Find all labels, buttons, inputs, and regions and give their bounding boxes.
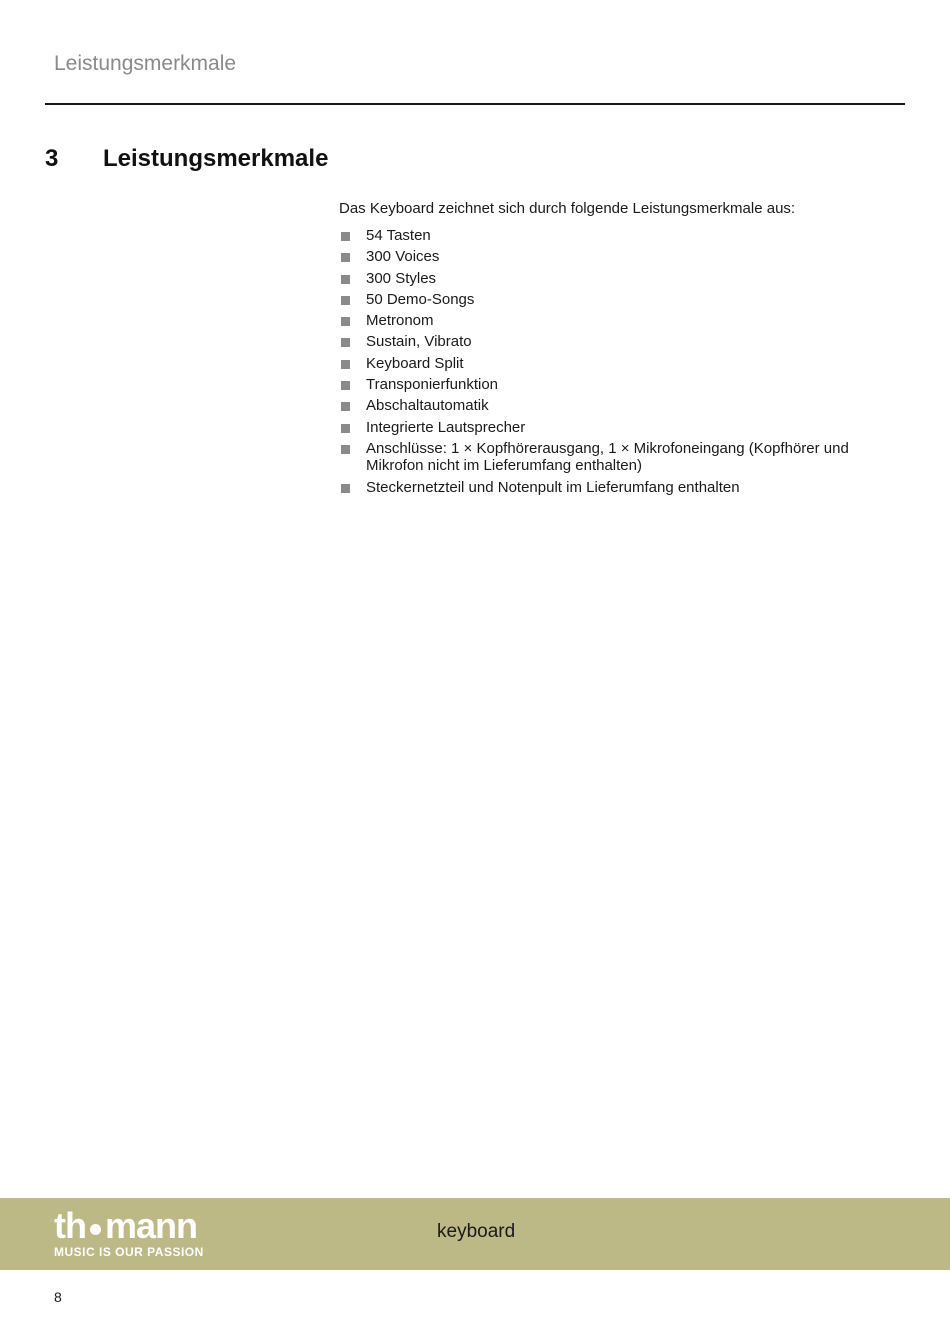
feature-text: Metronom	[366, 312, 434, 330]
feature-text: Transponierfunktion	[366, 376, 499, 394]
footer-product-name: keyboard	[437, 1221, 516, 1242]
square-bullet-icon	[341, 381, 350, 390]
square-bullet-icon	[341, 360, 350, 369]
feature-text: Anschlüsse: 1 × Kopfhörerausgang, 1 × Mikrofoneingang (Kopfhörer und Mikrofon nicht im Lieferumfang enthalten)	[366, 439, 849, 475]
square-bullet-icon	[341, 296, 350, 305]
feature-list	[339, 227, 859, 500]
square-bullet-icon	[341, 232, 350, 241]
feature-text: 300 Styles	[366, 269, 437, 287]
feature-item	[339, 419, 859, 437]
feature-item	[339, 440, 859, 475]
feature-item	[339, 270, 859, 288]
square-bullet-icon	[341, 253, 350, 262]
feature-text: Keyboard Split	[366, 354, 464, 372]
feature-item	[339, 312, 859, 330]
logo-dot-icon	[90, 1224, 101, 1235]
feature-item	[339, 479, 859, 497]
feature-item	[339, 397, 859, 415]
intro-text: Das Keyboard zeichnet sich durch folgende Leistungsmerkmale aus:	[339, 200, 796, 217]
feature-item	[339, 291, 859, 309]
square-bullet-icon	[341, 338, 350, 347]
feature-text: 54 Tasten	[366, 227, 431, 244]
square-bullet-icon	[341, 424, 350, 433]
feature-text: 50 Demo-Songs	[366, 290, 475, 308]
feature-text: 300 Voices	[366, 248, 440, 266]
square-bullet-icon	[341, 484, 350, 493]
logo-tagline: MUSIC IS OUR PASSION	[54, 1245, 204, 1259]
running-header: Leistungsmerkmale	[54, 52, 237, 75]
logo-text-left: th	[54, 1205, 86, 1246]
feature-text: Sustain, Vibrato	[366, 333, 472, 351]
feature-text: Integrierte Lautsprecher	[366, 418, 526, 436]
feature-item	[339, 355, 859, 373]
page-number: 8	[54, 1289, 62, 1305]
feature-text: Steckernetzteil und Notenpult im Lieferumfang enthalten	[366, 478, 740, 496]
square-bullet-icon	[341, 445, 350, 454]
square-bullet-icon	[341, 317, 350, 326]
section-number: 3	[45, 145, 59, 172]
feature-text: Abschaltautomatik	[366, 397, 489, 415]
header-divider	[45, 103, 905, 105]
section-title: Leistungsmerkmale	[103, 145, 329, 172]
square-bullet-icon	[341, 275, 350, 284]
feature-item	[339, 248, 859, 266]
feature-item	[339, 227, 859, 245]
thomann-logo	[54, 1205, 197, 1247]
square-bullet-icon	[341, 402, 350, 411]
feature-item	[339, 333, 859, 351]
logo-text-right: mann	[104, 1205, 197, 1246]
feature-item	[339, 376, 859, 394]
